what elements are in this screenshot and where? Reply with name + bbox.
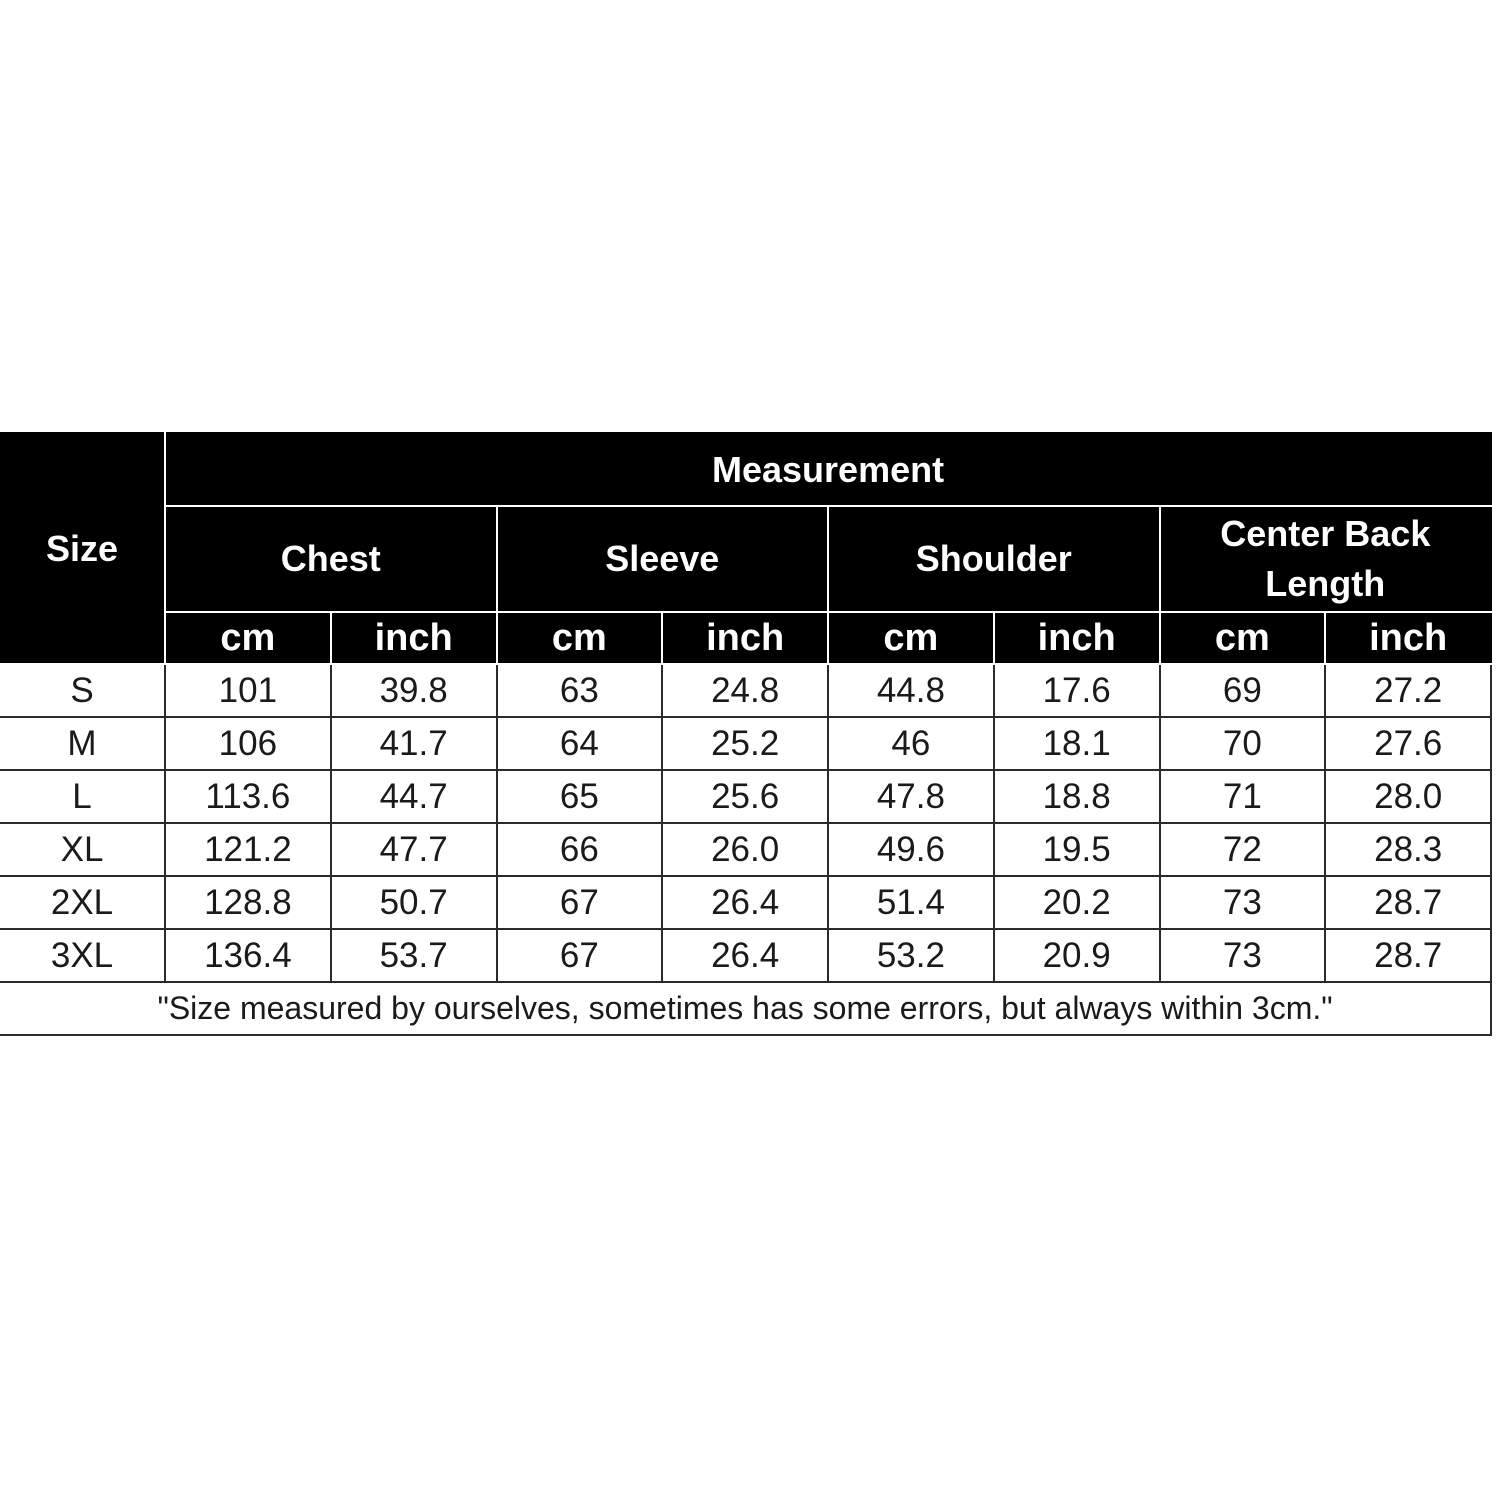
unit-header-chest-cm: cm [165,612,331,664]
sleeve-header: Sleeve [497,506,829,612]
sleeve-cm-cell: 67 [497,929,663,982]
back-length-inch-cell: 28.7 [1325,876,1491,929]
size-chart-table [0,432,1492,1036]
back-length-inch-cell: 28.3 [1325,823,1491,876]
back-length-cm-cell: 73 [1160,929,1326,982]
size-cell: XL [0,823,165,876]
chest-cm-cell: 113.6 [165,770,331,823]
sleeve-inch-cell: 25.2 [662,717,828,770]
measurement-note: "Size measured by ourselves, sometimes has some errors, but always within 3cm." [0,982,1491,1035]
unit-header-chest-inch: inch [331,612,497,664]
back-length-inch-cell: 27.6 [1325,717,1491,770]
size-cell: S [0,664,165,717]
table-row [0,823,1491,876]
chest-inch-cell: 53.7 [331,929,497,982]
unit-header-back-length-cm: cm [1160,612,1326,664]
chest-inch-cell: 47.7 [331,823,497,876]
shoulder-header: Shoulder [828,506,1160,612]
back-length-cm-cell: 73 [1160,876,1326,929]
back-length-cm-cell: 69 [1160,664,1326,717]
back-length-cm-cell: 72 [1160,823,1326,876]
size-cell: L [0,770,165,823]
back-length-cm-cell: 71 [1160,770,1326,823]
shoulder-inch-cell: 20.9 [994,929,1160,982]
chest-cm-cell: 101 [165,664,331,717]
sleeve-cm-cell: 66 [497,823,663,876]
size-cell: M [0,717,165,770]
shoulder-inch-cell: 17.6 [994,664,1160,717]
size-column-header: Size [0,433,165,664]
chest-inch-cell: 50.7 [331,876,497,929]
chest-cm-cell: 136.4 [165,929,331,982]
shoulder-cm-cell: 49.6 [828,823,994,876]
unit-header-back-length-inch: inch [1325,612,1491,664]
sleeve-inch-cell: 26.0 [662,823,828,876]
chest-inch-cell: 44.7 [331,770,497,823]
shoulder-cm-cell: 47.8 [828,770,994,823]
note-row [0,982,1491,1035]
chest-cm-cell: 106 [165,717,331,770]
unit-header-sleeve-inch: inch [662,612,828,664]
center-back-length-header: Center Back Length [1160,506,1492,612]
sleeve-inch-cell: 24.8 [662,664,828,717]
shoulder-inch-cell: 18.8 [994,770,1160,823]
table-row [0,929,1491,982]
measurement-header: Measurement [165,433,1491,506]
shoulder-cm-cell: 53.2 [828,929,994,982]
back-length-inch-cell: 28.7 [1325,929,1491,982]
shoulder-cm-cell: 46 [828,717,994,770]
sleeve-inch-cell: 26.4 [662,929,828,982]
back-length-inch-cell: 27.2 [1325,664,1491,717]
shoulder-inch-cell: 20.2 [994,876,1160,929]
sleeve-cm-cell: 63 [497,664,663,717]
chest-inch-cell: 39.8 [331,664,497,717]
unit-header-sleeve-cm: cm [497,612,663,664]
shoulder-inch-cell: 18.1 [994,717,1160,770]
chest-header: Chest [165,506,497,612]
table-row [0,717,1491,770]
back-length-cm-cell: 70 [1160,717,1326,770]
shoulder-cm-cell: 51.4 [828,876,994,929]
sleeve-cm-cell: 67 [497,876,663,929]
sleeve-cm-cell: 64 [497,717,663,770]
unit-header-shoulder-cm: cm [828,612,994,664]
sleeve-cm-cell: 65 [497,770,663,823]
table-row [0,770,1491,823]
back-length-inch-cell: 28.0 [1325,770,1491,823]
chest-inch-cell: 41.7 [331,717,497,770]
shoulder-cm-cell: 44.8 [828,664,994,717]
table-row [0,876,1491,929]
chest-cm-cell: 121.2 [165,823,331,876]
chest-cm-cell: 128.8 [165,876,331,929]
unit-header-shoulder-inch: inch [994,612,1160,664]
size-cell: 3XL [0,929,165,982]
size-cell: 2XL [0,876,165,929]
sleeve-inch-cell: 25.6 [662,770,828,823]
table-row [0,664,1491,717]
shoulder-inch-cell: 19.5 [994,823,1160,876]
sleeve-inch-cell: 26.4 [662,876,828,929]
